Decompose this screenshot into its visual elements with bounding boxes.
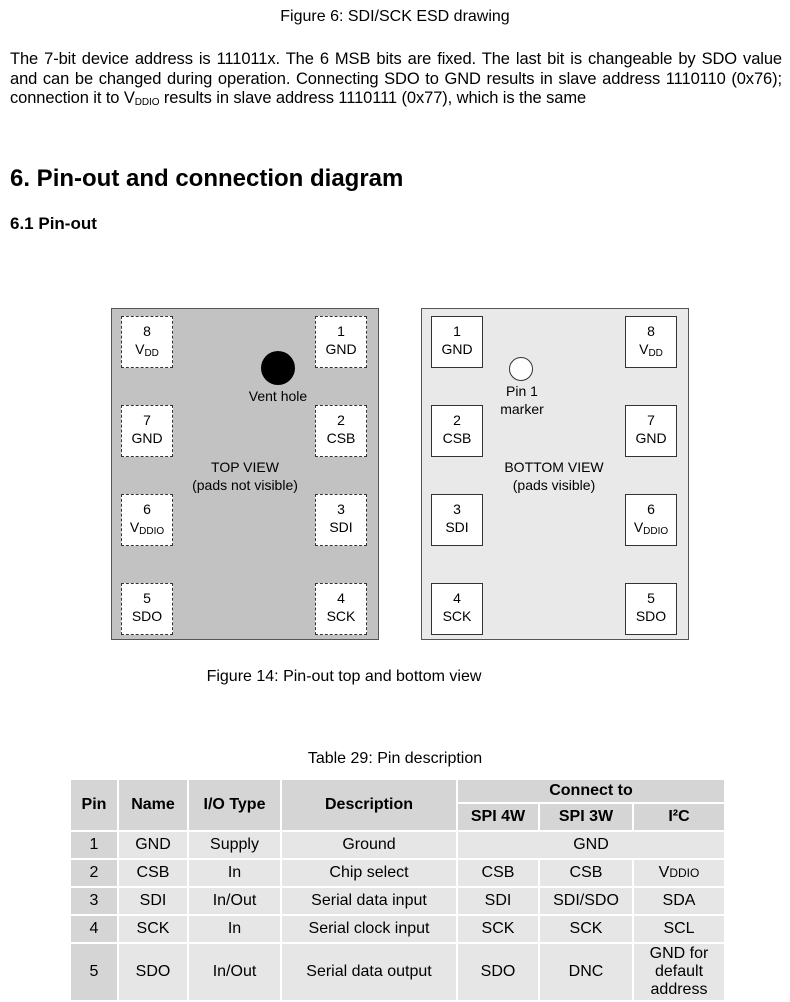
top-view-note: (pads not visible) [192,477,298,493]
bottom-view-note: (pads visible) [512,477,596,493]
top-pad-6 [121,494,173,546]
cell-spi3w: CSB [539,859,633,887]
pad-number: 2 [337,411,345,428]
pad-number: 8 [647,322,655,339]
cell-spi4w: SDO [457,943,539,1001]
header-pin: Pin [70,779,118,831]
pad-name [122,518,172,541]
pad-name [432,429,482,452]
pad-name-text: SDI [445,518,469,535]
pad-name-text: SCK [326,607,356,624]
header-spi4w: SPI 4W [457,803,539,831]
cell-spi4w: SDI [457,887,539,915]
pad-name [316,607,366,630]
cell-description: Ground [281,831,457,859]
pad-name [122,340,172,363]
bottom-pad-4 [431,583,483,635]
header-io-type: I/O Type [188,779,281,831]
cell-spi3w: SDI/SDO [539,887,633,915]
vent-hole-icon [261,351,295,385]
pad-number: 6 [143,500,151,517]
pad-name [432,340,482,363]
pad-name-sub: DDIO [139,525,165,537]
cell-description: Serial clock input [281,915,457,943]
pad-number: 4 [453,589,461,606]
cell-connect-merged: GND [457,831,725,859]
cell-name: SDO [118,943,188,1001]
top-view-label [175,458,315,494]
subsection-title: 6.1 Pin-out [10,214,97,233]
cell-io-type: In/Out [188,887,281,915]
pad-number: 7 [647,411,655,428]
cell-name: GND [118,831,188,859]
top-pad-3 [315,494,367,546]
pad-number: 5 [143,589,151,606]
pad-name [122,607,172,630]
pad-name-text: SDI [329,518,353,535]
pad-name-text: CSB [326,429,356,446]
pad-name-text: SDO [131,607,163,624]
header-name: Name [118,779,188,831]
address-paragraph [10,50,782,113]
pad-number: 8 [143,322,151,339]
cell-spi3w: SCK [539,915,633,943]
paragraph-text-1: The 7-bit device address is 111011x. The 6 MSB bits are fixed. The last bit is changeable by SDO value and can be changed during operation. Connecting SDO to GND results in slave address 1110110 (0x76); connection it to V [10,50,782,107]
pad-name-text: GND [131,429,163,446]
pad-number: 3 [453,500,461,517]
pad-name-text: GND [635,429,667,446]
section-title: 6. Pin-out and connection diagram [10,165,404,192]
pad-number: 3 [337,500,345,517]
cell-spi4w: CSB [457,859,539,887]
pad-name-text: SCK [442,607,472,624]
cell-name: CSB [118,859,188,887]
pad-name [626,340,676,363]
bottom-view-label [484,458,624,494]
header-description: Description [281,779,457,831]
pad-name [626,429,676,452]
cell-spi4w: SCK [457,915,539,943]
pad-name-text: GND [325,340,357,357]
bottom-pad-5 [625,583,677,635]
table-row [70,859,725,887]
pad-name [122,429,172,452]
pad-name-text: CSB [442,429,472,446]
figure14-caption: Figure 14: Pin-out top and bottom view [206,668,482,685]
header-connect-to: Connect to [457,779,725,803]
top-pad-1 [315,316,367,368]
table-row [70,915,725,943]
cell-io-type: In/Out [188,943,281,1001]
cell-pin: 2 [70,859,118,887]
pad-name [626,518,676,541]
pad-number: 7 [143,411,151,428]
table-header-row [70,779,725,803]
cell-description: Chip select [281,859,457,887]
pad-number: 1 [337,322,345,339]
table-row [70,831,725,859]
top-pad-4 [315,583,367,635]
cell-pin: 4 [70,915,118,943]
cell-pin: 5 [70,943,118,1001]
pad-name-sub: DDIO [643,525,669,537]
pad-name [316,340,366,363]
cell-i2c-text: V [658,864,670,881]
cell-i2c-sub: DDIO [669,866,700,880]
pad-name [316,429,366,452]
vent-hole-label: Vent hole [248,388,308,404]
pad-name [316,518,366,541]
paragraph-text-2: results in slave address 1110111 (0x77), which is the same [159,89,587,107]
top-pad-2 [315,405,367,457]
figure6-caption: Figure 6: SDI/SCK ESD drawing [280,8,510,25]
pin-description-table [69,778,726,1002]
cell-pin: 3 [70,887,118,915]
pad-name-text: V [639,340,649,357]
table-row [70,887,725,915]
table-caption: Table 29: Pin description [307,750,483,767]
pad-name-sub: DD [144,347,159,359]
pad-name [432,607,482,630]
top-pad-5 [121,583,173,635]
table-row [70,943,725,1001]
cell-i2c [633,859,725,887]
cell-description: Serial data input [281,887,457,915]
bottom-view-title: BOTTOM VIEW [504,459,604,475]
paragraph-subscript: DDIO [134,97,160,108]
top-view-title: TOP VIEW [211,459,279,475]
pad-name-text: SDO [635,607,667,624]
pad-name-text: V [633,518,644,535]
pad-number: 2 [453,411,461,428]
cell-io-type: In [188,915,281,943]
header-spi3w: SPI 3W [539,803,633,831]
pin1-marker-line2: marker [500,401,544,417]
pad-name-text: GND [441,340,473,357]
bottom-pad-8 [625,316,677,368]
pad-number: 6 [647,500,655,517]
cell-description: Serial data output [281,943,457,1001]
cell-i2c: GND for default address [633,943,725,1001]
top-pad-8 [121,316,173,368]
cell-name: SDI [118,887,188,915]
cell-pin: 1 [70,831,118,859]
pad-number: 1 [453,322,461,339]
cell-io-type: Supply [188,831,281,859]
cell-i2c: SCL [633,915,725,943]
pad-name [432,518,482,541]
bottom-pad-7 [625,405,677,457]
cell-spi3w: DNC [539,943,633,1001]
pad-number: 4 [337,589,345,606]
pad-name-text: V [129,518,140,535]
pad-name [626,607,676,630]
bottom-pad-3 [431,494,483,546]
bottom-view-package [421,308,689,640]
cell-i2c: SDA [633,887,725,915]
cell-io-type: In [188,859,281,887]
cell-name: SCK [118,915,188,943]
pad-name-sub: DD [648,347,663,359]
pin1-marker-label [482,382,562,418]
pin1-marker-line1: Pin 1 [506,383,538,399]
pad-number: 5 [647,589,655,606]
bottom-pad-2 [431,405,483,457]
top-view-package [111,308,379,640]
top-pad-7 [121,405,173,457]
header-i2c: I²C [633,803,725,831]
bottom-pad-1 [431,316,483,368]
pad-name-text: V [135,340,145,357]
bottom-pad-6 [625,494,677,546]
pin1-marker-icon [509,357,533,381]
